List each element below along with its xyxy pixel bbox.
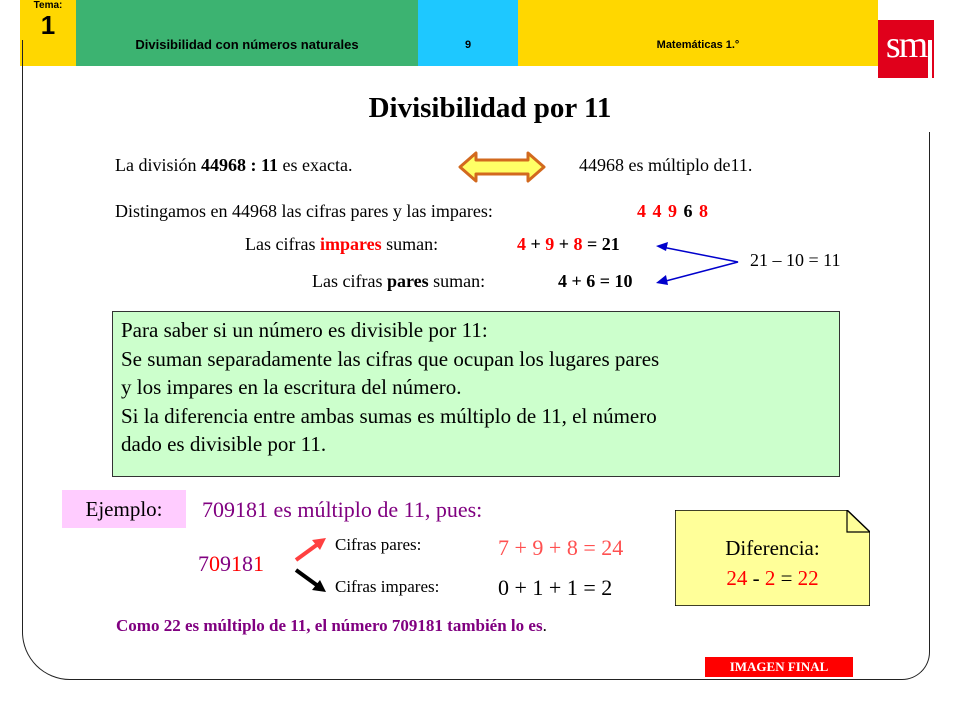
odd-word: impares xyxy=(319,234,382,254)
rule-line-4: Si la diferencia entre ambas sumas es múltiplo de 11, el número xyxy=(121,403,657,428)
rule-line-3: y los impares en la escritura del número. xyxy=(121,375,462,399)
digits-sequence xyxy=(637,201,708,222)
difference-title: Diferencia: xyxy=(725,536,820,560)
odd-digit-b: 9 xyxy=(545,234,555,254)
odd-result: = 21 xyxy=(582,234,620,254)
even-sum-line xyxy=(312,271,485,292)
diff-eq: = xyxy=(775,566,798,590)
black-arrow-shaft xyxy=(296,570,318,586)
page-number-text: 9 xyxy=(464,39,472,51)
tema-label: Tema: xyxy=(33,0,63,11)
topic-title-text: Divisibilidad con números naturales xyxy=(135,37,359,52)
example-even-sum: 7 + 9 + 8 = 24 xyxy=(498,535,624,560)
final-image-button[interactable]: IMAGEN FINAL xyxy=(705,657,853,677)
odd-plus-1: + xyxy=(526,234,546,254)
odd-plus-2: + xyxy=(554,234,574,254)
double-arrow-icon xyxy=(458,150,546,184)
example-label: Ejemplo: xyxy=(62,490,186,528)
sm-logo: sm xyxy=(878,20,934,78)
difference-expression xyxy=(675,566,870,591)
example-statement: 709181 es múltiplo de 11, pues: xyxy=(202,497,483,522)
example-odd-sum: 0 + 1 + 1 = 2 xyxy=(498,575,613,600)
odd-sum-line xyxy=(245,234,438,255)
even-sum-expression: 4 + 6 = 10 xyxy=(558,271,633,291)
conclusion xyxy=(116,616,547,636)
example-number xyxy=(198,551,264,577)
digit-4: 6 xyxy=(683,201,693,221)
subject-title-text: Matemáticas 1.° xyxy=(656,39,740,51)
even-word: pares xyxy=(386,271,429,291)
arrow-head-lower xyxy=(656,275,668,285)
number-digit-1: 7 xyxy=(198,551,209,576)
rule-box xyxy=(112,311,840,477)
odd-sum-expression xyxy=(517,234,620,255)
rule-line-2: Se suman separadamente las cifras que ocupan los lugares pares xyxy=(121,346,660,371)
arrow-head-upper xyxy=(656,242,668,251)
even-suffix: suman: xyxy=(428,271,486,291)
number-digit-4: 1 xyxy=(231,551,242,576)
odd-digit-c: 8 xyxy=(573,234,583,254)
even-prefix: Las cifras xyxy=(312,271,387,291)
digit-2: 4 xyxy=(652,201,662,221)
rule-line-1: Para saber si un número es divisible por 11: xyxy=(121,318,488,342)
diff-a: 24 xyxy=(726,566,748,590)
number-digit-5: 8 xyxy=(242,551,253,576)
red-arrow-shaft xyxy=(296,544,318,560)
conclusion-text: Como 22 es múltiplo de 11, el número 709181 también lo es xyxy=(116,616,543,635)
odd-suffix: suman: xyxy=(381,234,439,254)
digits-prompt: Distingamos en 44968 las cifras pares y las impares: xyxy=(115,201,493,221)
even-digits-label: Cifras pares: xyxy=(335,535,422,554)
digit-5: 8 xyxy=(699,201,708,221)
digit-3: 9 xyxy=(668,201,677,221)
number-digit-2: 0 xyxy=(209,551,220,576)
diff-b: 2 xyxy=(764,566,776,590)
example-arrows xyxy=(292,530,336,600)
division-expression: 44968 : 11 xyxy=(201,155,279,175)
diff-op: - xyxy=(747,566,765,590)
number-digit-3: 9 xyxy=(220,551,231,576)
number-digit-6: 1 xyxy=(253,551,264,576)
connector-arrows xyxy=(650,235,750,295)
conclusion-period: . xyxy=(542,616,547,635)
multiple-statement: 44968 es múltiplo de11. xyxy=(579,155,753,175)
odd-prefix: Las cifras xyxy=(245,234,320,254)
tema-number: 1 xyxy=(40,10,56,40)
division-suffix: es exacta. xyxy=(278,155,353,175)
difference-result: 21 – 10 = 11 xyxy=(750,250,841,270)
page-title: Divisibilidad por 11 xyxy=(368,92,612,124)
division-statement xyxy=(115,155,352,176)
diff-result: 22 xyxy=(797,566,819,590)
division-prefix: La división xyxy=(115,155,201,175)
odd-digits-label: Cifras impares: xyxy=(335,577,440,596)
rule-line-5: dado es divisible por 11. xyxy=(121,432,327,456)
odd-digit-a: 4 xyxy=(517,234,526,254)
digit-1: 4 xyxy=(637,201,646,221)
